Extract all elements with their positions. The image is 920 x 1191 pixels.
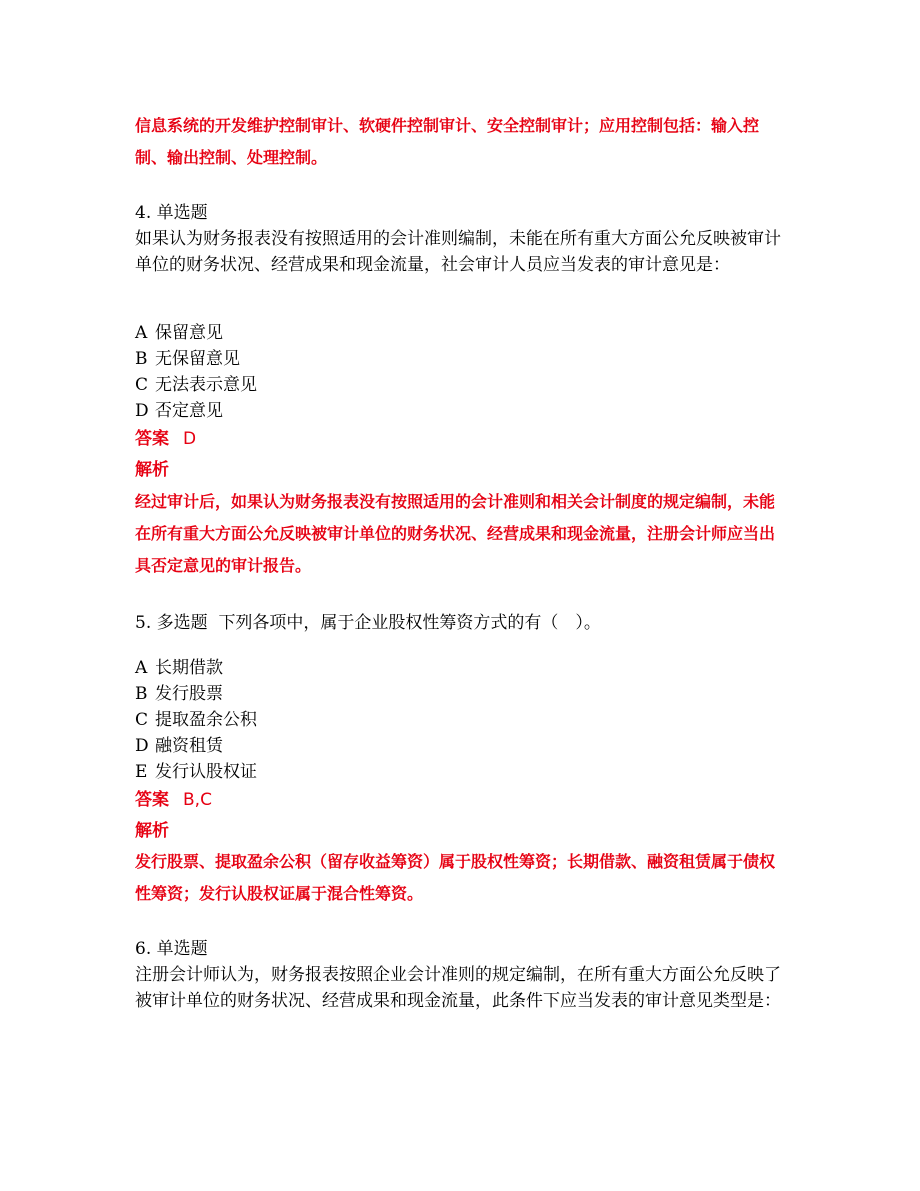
question-5-option-b[interactable]: B 发行股票 — [135, 684, 223, 704]
answer-label: 答案 — [135, 790, 169, 810]
question-5-option-d[interactable]: D 融资租赁 — [135, 736, 223, 756]
question-5-option-a[interactable]: A 长期借款 — [135, 658, 223, 678]
question-4-analysis-text: 经过审计后，如果认为财务报表没有按照适用的会计准则和相关会计制度的规定编制，未能在所有重大方面公允反映被审计单位的财务状况、经营成果和现金流量，注册会计师应当出具否定意见的审计报告。 — [135, 492, 776, 575]
question-4-option-b[interactable]: B 无保留意见 — [135, 349, 240, 369]
question-5-number-type: 5. 多选题 — [135, 613, 208, 633]
question-4-option-c[interactable]: C 无法表示意见 — [135, 375, 257, 395]
question-5-analysis-text: 发行股票、提取盈余公积（留存收益筹资）属于股权性筹资；长期借款、融资租赁属于债权性筹资；发行认股权证属于混合性筹资。 — [135, 852, 776, 903]
answer-label: 答案 — [135, 429, 169, 449]
question-5-analysis-label: 解析 — [135, 821, 169, 841]
question-4-options — [135, 320, 790, 424]
question-4-number-type: 4. 单选题 — [135, 203, 208, 223]
answer-value: D — [183, 429, 197, 449]
question-6-number-type: 6. 单选题 — [135, 939, 208, 959]
question-5-option-c[interactable]: C 提取盈余公积 — [135, 710, 257, 730]
question-5-stem: 下列各项中，属于企业股权性筹资方式的有（ ）。 — [218, 613, 601, 633]
question-4-option-a[interactable]: A 保留意见 — [135, 323, 223, 343]
question-4-analysis-label: 解析 — [135, 460, 169, 480]
question-6 — [135, 936, 790, 1014]
answer-value: B,C — [183, 790, 212, 810]
question-4 — [135, 200, 790, 278]
question-4-answer — [135, 426, 790, 452]
question-4-option-d[interactable]: D 否定意见 — [135, 401, 223, 421]
question-4-stem: 如果认为财务报表没有按照适用的会计准则编制，未能在所有重大方面公允反映被审计单位的财务状况、经营成果和现金流量，社会审计人员应当发表的审计意见是： — [135, 229, 781, 275]
question-6-stem: 注册会计师认为，财务报表按照企业会计准则的规定编制，在所有重大方面公允反映了被审计单位的财务状况、经营成果和现金流量，此条件下应当发表的审计意见类型是： — [135, 965, 781, 1011]
question-5-option-e[interactable]: E 发行认股权证 — [135, 762, 257, 782]
previous-analysis-text: 信息系统的开发维护控制审计、软硬件控制审计、安全控制审计；应用控制包括：输入控制、输出控制、处理控制。 — [135, 116, 760, 167]
question-5-options — [135, 655, 790, 785]
question-5-answer — [135, 787, 790, 813]
question-5 — [135, 610, 790, 636]
